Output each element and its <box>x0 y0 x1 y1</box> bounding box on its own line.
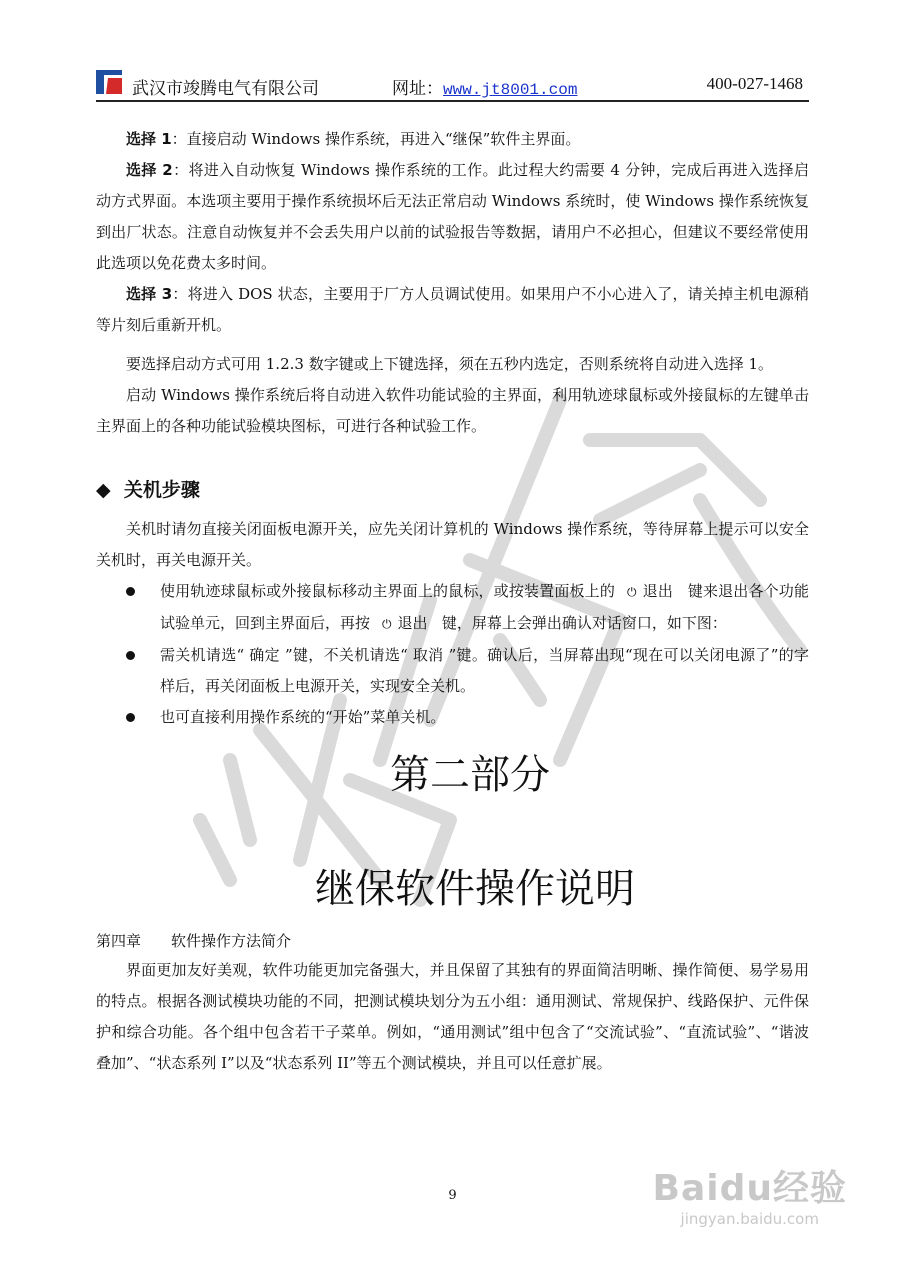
shutdown-list <box>96 576 809 733</box>
main-content <box>96 124 809 733</box>
option-2 <box>96 155 809 279</box>
website <box>392 74 577 99</box>
baidu-logo: Baidu经验 <box>652 1168 847 1209</box>
key-label: 退出 <box>642 582 673 600</box>
paragraph: 要选择启动方式可用 1.2.3 数字键或上下键选择，须在五秒内选定，否则系统将自动进入选择 1。 <box>126 355 774 373</box>
option-text: ：直接启动 Windows 操作系统，再进入“继保”软件主界面。 <box>171 130 581 148</box>
baidu-watermark <box>653 1168 847 1228</box>
option-3 <box>96 279 809 341</box>
company-logo-icon <box>96 70 122 94</box>
list-text: 键，屏幕上会弹出确认对话窗口，如下图： <box>441 614 727 632</box>
chapter-content <box>96 955 809 1079</box>
option-label: 选择 2 <box>126 161 173 179</box>
website-link[interactable]: www.jt8001.com <box>443 81 578 99</box>
chapter-title: 软件操作方法简介 <box>171 932 292 950</box>
chapter-heading <box>96 929 809 953</box>
shutdown-intro: 关机时请勿直接关闭面板电源开关，应先关闭计算机的 Windows 操作系统，等待屏幕上提示可以安全关机时，再关电源开关。 <box>96 520 809 569</box>
part-title: 第二部分 <box>390 752 550 798</box>
list-text: 使用轨迹球鼠标或外接鼠标移动主界面上的鼠标，或按装置面板上的 <box>160 582 615 600</box>
list-text: 键来退出各个功能试验单元，回到主界面后，再按 <box>160 582 809 632</box>
list-item <box>160 576 809 640</box>
diamond-bullet-icon: ◆ <box>96 479 111 501</box>
section-heading-text: 关机步骤 <box>123 479 200 501</box>
baidu-url: jingyan.baidu.com <box>680 1210 819 1228</box>
company-name: 武汉市竣腾电气有限公司 <box>132 79 319 99</box>
paragraph: 启动 Windows 操作系统后将自动进入软件功能试验的主界面，利用轨迹球鼠标或外接鼠标的左键单击主界面上的各种功能试验模块图标，可进行各种试验工作。 <box>96 386 809 435</box>
option-text: ：将进入 DOS 状态，主要用于厂方人员调试使用。如果用户不小心进入了，请关掉主机电源稍等片刻后重新开机。 <box>96 285 809 334</box>
page-number: 9 <box>448 1188 457 1203</box>
chapter-number: 第四章 <box>96 932 142 950</box>
option-label: 选择 1 <box>126 130 172 148</box>
option-text: ：将进入自动恢复 Windows 操作系统的工作。此过程大约需要 4 分钟，完成后再进入选择启动方式界面。本选项主要用于操作系统损坏后无法正常启动 Windows 系统时，使 Windows 操作系统恢复到出厂状态。注意自动恢复并不会丢失用户以前的试验报告等数据，请用户不必担心，但建议不要经常使用此选项以免花费太多时间。 <box>96 161 809 272</box>
part-subtitle: 继保软件操作说明 <box>315 866 635 912</box>
power-key-icon: ⏻ <box>627 585 637 599</box>
paragraph: 界面更加友好美观，软件功能更加完备强大，并且保留了其独有的界面简洁明晰、操作简便、易学易用的特点。根据各测试模块功能的不同，把测试模块划分为五小组：通用测试、常规保护、线路保护、元件保护和综合功能。各个组中包含若干子菜单。例如，“通用测试”组中包含了“交流试验”、“直流试验”、“谐波叠加”、“状态系列 I”以及“状态系列 II”等五个测试模块，并且可以任意扩展。 <box>96 961 809 1072</box>
phone-number: 400-027-1468 <box>706 74 803 93</box>
option-label: 选择 3 <box>126 285 173 303</box>
section-heading <box>96 476 809 504</box>
option-1 <box>96 124 809 155</box>
list-item: 需关机请选“ 确定 ”键，不关机请选“ 取消 ”键。确认后，当屏幕出现“现在可以关闭电源了”的字样后，再关闭面板上电源开关，实现安全关机。 <box>160 640 809 702</box>
key-label: 退出 <box>397 614 428 632</box>
website-label: 网址： <box>392 79 443 99</box>
power-key-icon: ⏻ <box>382 617 392 631</box>
list-item: 也可直接利用操作系统的“开始”菜单关机。 <box>160 702 809 733</box>
page-header <box>96 66 809 102</box>
